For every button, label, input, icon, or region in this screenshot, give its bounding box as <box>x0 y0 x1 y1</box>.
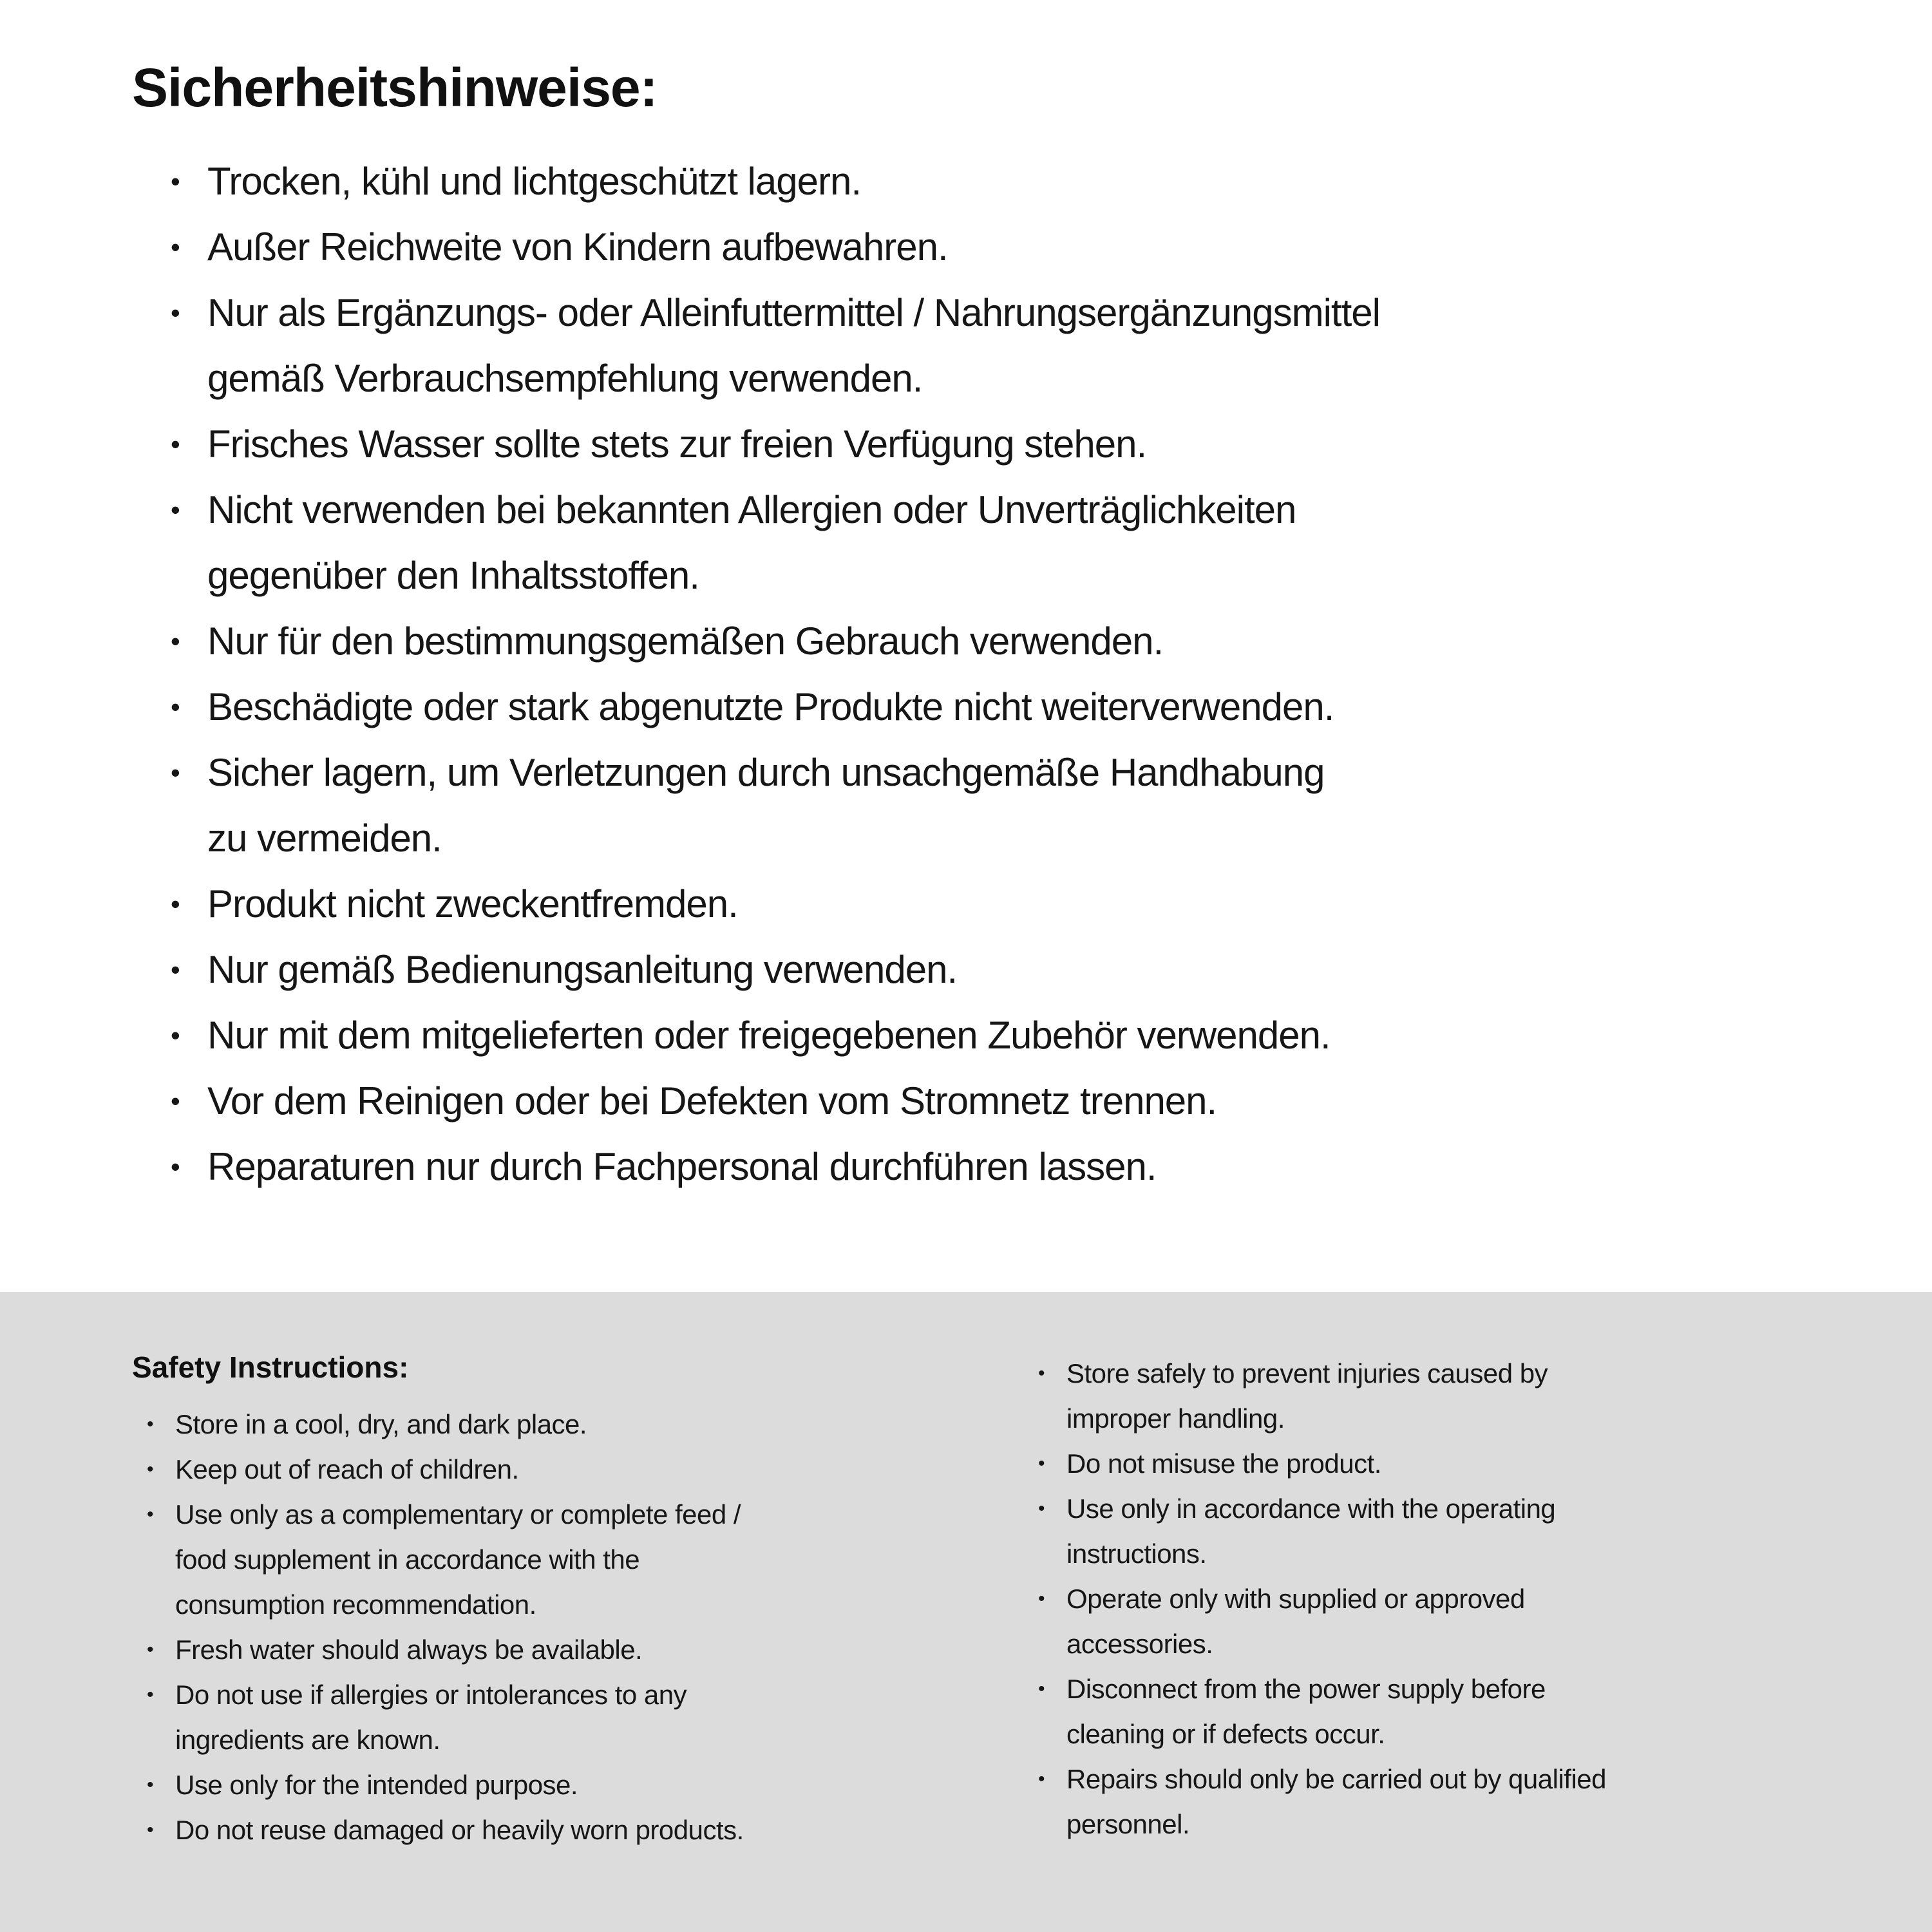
list-item-text: Vor dem Reinigen oder bei Defekten vom Stromnetz trennen. <box>207 1079 1217 1123</box>
list-item <box>147 1402 902 1447</box>
bullet-marker: • <box>1038 1498 1045 1519</box>
list-item-text: Do not reuse damaged or heavily worn products. <box>175 1815 744 1846</box>
list-item-continuation-line <box>1038 1396 1927 1441</box>
english-bullet-list-left <box>147 1402 902 1853</box>
bullet-marker: • <box>1038 1588 1045 1609</box>
list-item-text: gemäß Verbrauchsempfehlung verwenden. <box>207 357 923 401</box>
list-item-text: Nur gemäß Bedienungsanleitung verwenden. <box>207 948 958 992</box>
english-bullet-list-right <box>1038 1351 1927 1847</box>
list-item-text: Store in a cool, dry, and dark place. <box>175 1409 587 1440</box>
list-item-text: Store safely to prevent injuries caused by <box>1066 1358 1548 1388</box>
bullet-marker: • <box>147 1819 154 1841</box>
list-item <box>171 871 1932 937</box>
list-item-text: Nur mit dem mitgelieferten oder freigegebenen Zubehör verwenden. <box>207 1014 1331 1057</box>
bullet-marker: • <box>171 231 180 262</box>
list-item-text: Do not misuse the product. <box>1066 1448 1381 1479</box>
bullet-marker: • <box>171 1151 180 1182</box>
english-right-column <box>1038 1292 1927 1847</box>
bullet-marker: • <box>171 494 180 525</box>
list-item <box>171 280 1932 346</box>
bullet-marker: • <box>147 1774 154 1796</box>
list-item-continuation-line <box>171 543 1932 609</box>
list-item <box>1038 1441 1927 1486</box>
bullet-marker: • <box>171 428 180 459</box>
list-item <box>171 609 1932 674</box>
list-item-continuation-line <box>1038 1531 1927 1577</box>
bullet-marker: • <box>147 1459 154 1481</box>
list-item-continuation-line <box>147 1537 902 1582</box>
bullet-marker: • <box>171 954 180 985</box>
bullet-marker: • <box>147 1504 154 1526</box>
bullet-marker: • <box>171 888 180 919</box>
list-item <box>147 1808 902 1853</box>
list-item-text: personnel. <box>1066 1809 1190 1839</box>
list-item-text: cleaning or if defects occur. <box>1066 1719 1385 1749</box>
list-item <box>147 1627 902 1672</box>
bullet-marker: • <box>171 297 180 328</box>
list-item-continuation-line <box>1038 1802 1927 1847</box>
list-item-text: Trocken, kühl und lichtgeschützt lagern. <box>207 160 862 204</box>
bullet-marker: • <box>1038 1453 1045 1474</box>
list-item-text: Use only in accordance with the operating <box>1066 1493 1556 1524</box>
list-item <box>171 477 1932 543</box>
list-item-text: accessories. <box>1066 1629 1213 1659</box>
list-item-text: Use only for the intended purpose. <box>175 1770 578 1801</box>
bullet-marker: • <box>171 166 180 196</box>
list-item <box>171 1134 1932 1200</box>
english-left-column <box>0 1292 902 1853</box>
bullet-marker: • <box>171 691 180 722</box>
english-heading: Safety Instructions: <box>132 1350 409 1384</box>
list-item-text: Beschädigte oder stark abgenutzte Produkte nicht weiterverwenden. <box>207 685 1334 729</box>
bullet-marker: • <box>147 1684 154 1706</box>
list-item-continuation-line <box>171 806 1932 871</box>
bullet-marker: • <box>1038 1678 1045 1700</box>
list-item-text: Use only as a complementary or complete feed / <box>175 1499 741 1530</box>
list-item-text: Repairs should only be carried out by qualified <box>1066 1764 1607 1794</box>
bullet-marker: • <box>171 625 180 656</box>
list-item-text: ingredients are known. <box>175 1725 440 1756</box>
list-item <box>1038 1667 1927 1712</box>
list-item <box>171 937 1932 1003</box>
list-item-continuation-line <box>147 1718 902 1763</box>
list-item-text: Do not use if allergies or intolerances to any <box>175 1680 687 1710</box>
english-section <box>0 1292 1932 1932</box>
list-item-text: Frisches Wasser sollte stets zur freien Verfügung stehen. <box>207 422 1147 466</box>
list-item-text: Nur für den bestimmungsgemäßen Gebrauch verwenden. <box>207 620 1164 663</box>
list-item <box>171 674 1932 740</box>
list-item <box>147 1763 902 1808</box>
list-item-text: improper handling. <box>1066 1403 1285 1434</box>
list-item-text: Operate only with supplied or approved <box>1066 1584 1525 1614</box>
list-item-text: Sicher lagern, um Verletzungen durch unsachgemäße Handhabung <box>207 751 1325 795</box>
list-item-continuation-line <box>1038 1712 1927 1757</box>
list-item <box>171 1068 1932 1134</box>
bullet-marker: • <box>147 1414 154 1435</box>
german-bullet-list <box>171 149 1932 1200</box>
list-item-text: zu vermeiden. <box>207 817 442 860</box>
list-item <box>147 1492 902 1537</box>
list-item-text: Reparaturen nur durch Fachpersonal durchführen lassen. <box>207 1145 1157 1189</box>
list-item-text: Nur als Ergänzungs- oder Alleinfuttermittel / Nahrungsergänzungsmittel <box>207 291 1380 335</box>
list-item <box>171 412 1932 477</box>
list-item <box>171 149 1932 214</box>
bullet-marker: • <box>147 1639 154 1661</box>
list-item-continuation-line <box>171 346 1932 412</box>
list-item-text: Außer Reichweite von Kindern aufbewahren. <box>207 225 948 269</box>
list-item <box>1038 1757 1927 1802</box>
list-item-text: instructions. <box>1066 1539 1207 1569</box>
list-item <box>1038 1351 1927 1396</box>
bullet-marker: • <box>1038 1768 1045 1790</box>
list-item-text: consumption recommendation. <box>175 1589 536 1620</box>
bullet-marker: • <box>171 1085 180 1116</box>
german-heading: Sicherheitshinweise: <box>132 57 658 118</box>
list-item <box>147 1447 902 1492</box>
list-item-continuation-line <box>1038 1622 1927 1667</box>
bullet-marker: • <box>171 757 180 788</box>
list-item-text: Disconnect from the power supply before <box>1066 1674 1546 1704</box>
list-item <box>171 1003 1932 1068</box>
list-item-text: gegenüber den Inhaltsstoffen. <box>207 554 699 598</box>
bullet-marker: • <box>1038 1363 1045 1384</box>
list-item <box>147 1672 902 1718</box>
list-item <box>1038 1486 1927 1531</box>
list-item <box>171 214 1932 280</box>
list-item-text: Produkt nicht zweckentfremden. <box>207 882 738 926</box>
list-item-text: Nicht verwenden bei bekannten Allergien oder Unverträglichkeiten <box>207 488 1296 532</box>
list-item-text: Fresh water should always be available. <box>175 1634 643 1665</box>
list-item <box>1038 1577 1927 1622</box>
list-item-continuation-line <box>147 1582 902 1627</box>
list-item <box>171 740 1932 806</box>
bullet-marker: • <box>171 1019 180 1050</box>
list-item-text: food supplement in accordance with the <box>175 1544 640 1575</box>
list-item-text: Keep out of reach of children. <box>175 1454 519 1485</box>
